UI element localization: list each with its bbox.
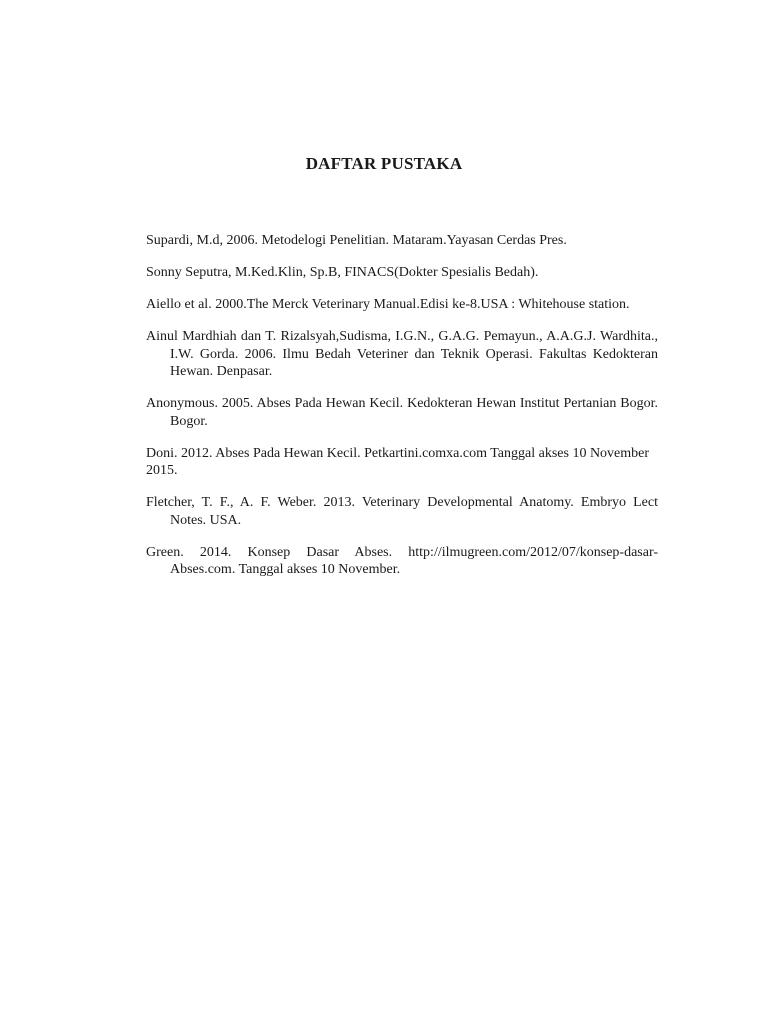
reference-item: Green. 2014. Konsep Dasar Abses. http://ilmugreen.com/2012/07/konsep-dasar-Abses.com. Tanggal akses 10 November. [146,544,658,577]
reference-list [146,232,658,593]
reference-item: Aiello et al. 2000.The Merck Veterinary Manual.Edisi ke-8.USA : Whitehouse station. [146,297,630,312]
reference-item: Sonny Seputra, M.Ked.Klin, Sp.B, FINACS(Dokter Spesialis Bedah). [146,265,539,280]
reference-item: Doni. 2012. Abses Pada Hewan Kecil. Petkartini.comxa.com Tanggal akses 10 November 2015. [146,445,650,478]
reference-item: Ainul Mardhiah dan T. Rizalsyah,Sudisma, I.G.N., G.A.G. Pemayun., A.A.G.J. Wardhita., I.W. Gorda. 2006. Ilmu Bedah Veteriner dan Teknik Operasi. Fakultas Kedokteran Hewan. Denpasar. [146,329,658,379]
reference-item: Supardi, M.d, 2006. Metodelogi Penelitian. Mataram.Yayasan Cerdas Pres. [146,233,567,248]
page-title: DAFTAR PUSTAKA [305,154,463,173]
reference-item: Fletcher, T. F., A. F. Weber. 2013. Veterinary Developmental Anatomy. Embryo Lect Notes. USA. [146,495,658,528]
reference-item: Anonymous. 2005. Abses Pada Hewan Kecil. Kedokteran Hewan Institut Pertanian Bogor. Bogor. [146,396,658,429]
